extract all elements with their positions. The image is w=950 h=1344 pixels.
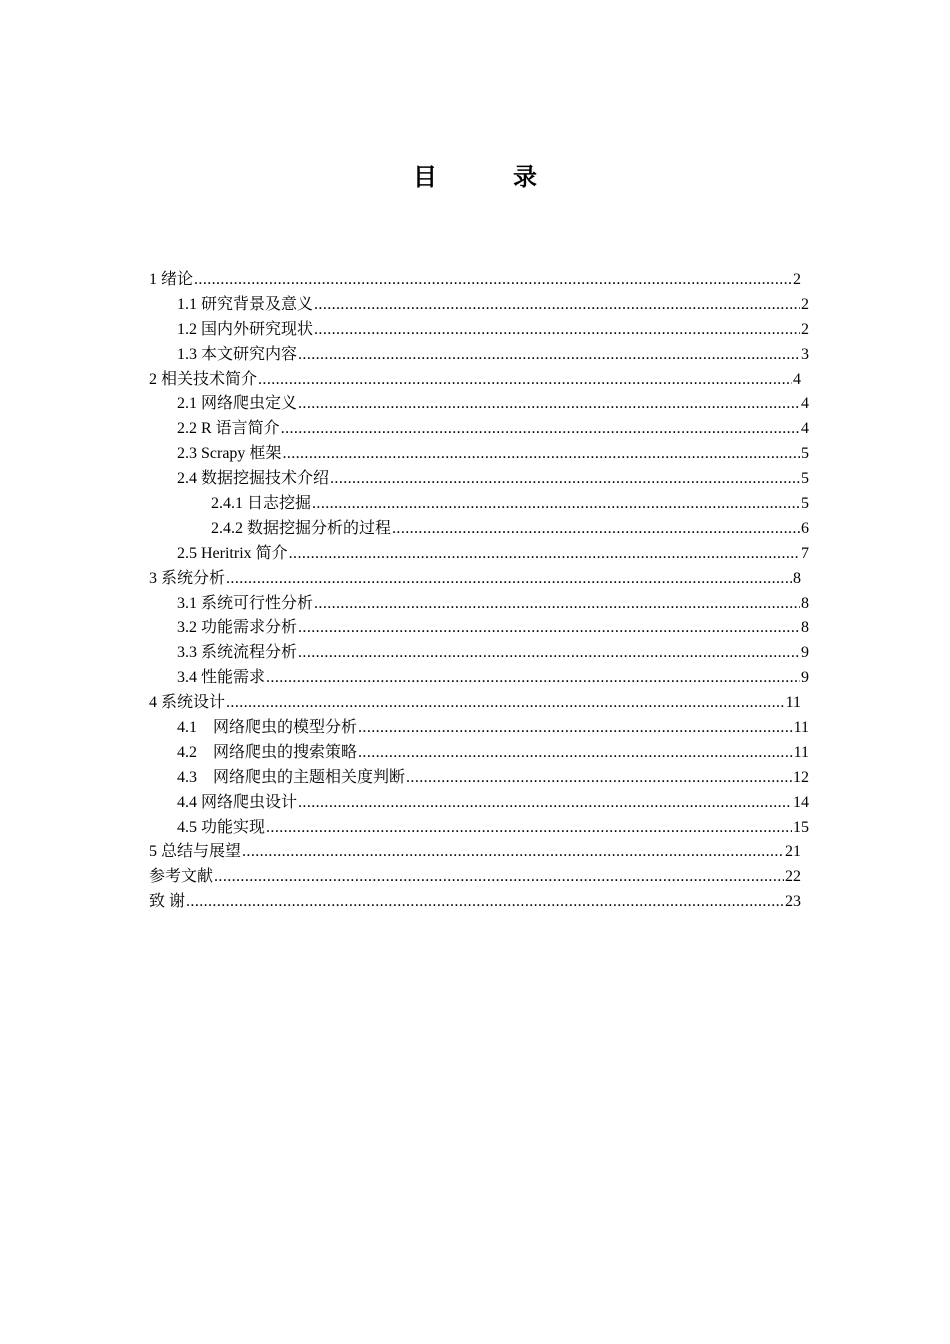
toc-entry[interactable]	[149, 791, 809, 816]
toc-entry[interactable]	[149, 368, 809, 393]
toc-entry-label: 2 相关技术简介	[149, 370, 258, 388]
toc-entry[interactable]	[149, 442, 809, 467]
toc-entry-label: 2.5 Heritrix 简介	[177, 544, 288, 562]
toc-dot-leader	[289, 542, 800, 567]
toc-dot-leader	[298, 616, 800, 641]
toc-entry-label: 2.1 网络爬虫定义	[177, 395, 298, 413]
toc-entry-page-number: 9	[801, 644, 809, 662]
toc-entry-label: 2.3 Scrapy 框架	[177, 445, 282, 463]
toc-entry-label: 4.1 网络爬虫的模型分析	[177, 719, 358, 737]
toc-entry[interactable]	[149, 766, 809, 791]
toc-dot-leader	[186, 890, 784, 915]
table-of-contents	[149, 268, 809, 915]
toc-entry-page-number: 4	[801, 420, 809, 438]
toc-entry-label: 3 系统分析	[149, 569, 226, 587]
toc-entry-label: 1.1 研究背景及意义	[177, 295, 314, 313]
toc-entry-label: 4.3 网络爬虫的主题相关度判断	[177, 768, 406, 786]
toc-dot-leader	[258, 368, 792, 393]
toc-entry[interactable]	[149, 492, 809, 517]
toc-entry-label: 3.1 系统可行性分析	[177, 594, 314, 612]
toc-entry-label: 2.2 R 语言简介	[177, 420, 280, 438]
toc-entry-page-number: 2	[801, 320, 809, 338]
toc-dot-leader	[242, 840, 784, 865]
toc-entry-page-number: 23	[785, 893, 801, 911]
toc-entry-page-number: 5	[801, 445, 809, 463]
toc-dot-leader	[358, 716, 793, 741]
toc-entry[interactable]	[149, 592, 809, 617]
toc-entry[interactable]	[149, 741, 809, 766]
toc-entry-page-number: 8	[801, 619, 809, 637]
toc-entry[interactable]	[149, 268, 809, 293]
toc-entry-page-number: 8	[793, 569, 801, 587]
toc-entry[interactable]	[149, 293, 809, 318]
toc-entry[interactable]	[149, 816, 809, 841]
toc-entry-label: 3.4 性能需求	[177, 669, 266, 687]
toc-entry-label: 1.2 国内外研究现状	[177, 320, 314, 338]
toc-dot-leader	[298, 392, 800, 417]
toc-dot-leader	[298, 343, 800, 368]
toc-entry-label: 4 系统设计	[149, 694, 226, 712]
toc-entry-label: 2.4.2 数据挖掘分析的过程	[211, 519, 392, 537]
toc-entry-page-number: 2	[793, 271, 801, 288]
toc-dot-leader	[314, 293, 800, 318]
toc-entry[interactable]	[149, 840, 809, 865]
toc-dot-leader	[298, 791, 792, 816]
toc-dot-leader	[358, 741, 793, 766]
toc-entry[interactable]	[149, 318, 809, 343]
toc-entry-page-number: 7	[801, 544, 809, 562]
toc-entry-label: 3.2 功能需求分析	[177, 619, 298, 637]
toc-entry-label: 3.3 系统流程分析	[177, 644, 298, 662]
toc-entry[interactable]	[149, 666, 809, 691]
toc-entry[interactable]	[149, 641, 809, 666]
toc-entry[interactable]	[149, 542, 809, 567]
toc-entry[interactable]	[149, 890, 809, 915]
toc-dot-leader	[266, 816, 792, 841]
toc-dot-leader	[194, 268, 792, 293]
toc-entry[interactable]	[149, 865, 809, 890]
toc-entry-page-number: 6	[801, 519, 809, 537]
toc-dot-leader	[214, 865, 784, 890]
toc-entry-page-number: 5	[801, 495, 809, 513]
toc-entry-label: 4.5 功能实现	[177, 818, 266, 836]
toc-entry-page-number: 14	[793, 793, 809, 811]
toc-entry-page-number: 11	[785, 694, 801, 712]
toc-entry-page-number: 12	[793, 768, 809, 786]
toc-entry-label: 1.3 本文研究内容	[177, 345, 298, 363]
toc-entry[interactable]	[149, 343, 809, 368]
toc-dot-leader	[312, 492, 800, 517]
toc-dot-leader	[392, 517, 800, 542]
toc-entry-label: 4.4 网络爬虫设计	[177, 793, 298, 811]
toc-entry-page-number: 11	[793, 743, 809, 761]
toc-entry[interactable]	[149, 567, 809, 592]
toc-entry-page-number: 2	[801, 295, 809, 313]
toc-entry[interactable]	[149, 467, 809, 492]
toc-entry-page-number: 3	[801, 345, 809, 363]
toc-entry-page-number: 21	[785, 843, 801, 861]
toc-dot-leader	[314, 318, 800, 343]
toc-entry[interactable]	[149, 716, 809, 741]
toc-entry-label: 5 总结与展望	[149, 843, 242, 861]
page-title: 目 录	[413, 165, 563, 191]
toc-entry[interactable]	[149, 392, 809, 417]
toc-dot-leader	[406, 766, 792, 791]
toc-entry-label: 致 谢	[149, 893, 186, 911]
toc-entry[interactable]	[149, 417, 809, 442]
toc-dot-leader	[298, 641, 800, 666]
toc-entry-page-number: 4	[793, 370, 801, 388]
toc-entry-label: 4.2 网络爬虫的搜索策略	[177, 743, 358, 761]
toc-entry[interactable]	[149, 691, 809, 716]
toc-entry[interactable]	[149, 616, 809, 641]
toc-entry-label: 2.4 数据挖掘技术介绍	[177, 470, 330, 488]
toc-dot-leader	[226, 567, 792, 592]
toc-entry-page-number: 5	[801, 470, 809, 488]
toc-dot-leader	[266, 666, 800, 691]
toc-dot-leader	[314, 592, 800, 617]
toc-entry-label: 参考文献	[149, 868, 214, 886]
toc-entry-page-number: 4	[801, 395, 809, 413]
toc-dot-leader	[281, 417, 800, 442]
toc-entry-label: 1 绪论	[149, 271, 194, 288]
toc-entry-page-number: 22	[785, 868, 801, 886]
toc-entry-page-number: 11	[793, 719, 809, 737]
toc-dot-leader	[282, 442, 800, 467]
toc-dot-leader	[226, 691, 785, 716]
toc-entry-page-number: 8	[801, 594, 809, 612]
toc-entry-page-number: 15	[793, 818, 809, 836]
toc-dot-leader	[330, 467, 800, 492]
toc-entry-label: 2.4.1 日志挖掘	[211, 495, 312, 513]
toc-entry[interactable]	[149, 517, 809, 542]
toc-entry-page-number: 9	[801, 669, 809, 687]
